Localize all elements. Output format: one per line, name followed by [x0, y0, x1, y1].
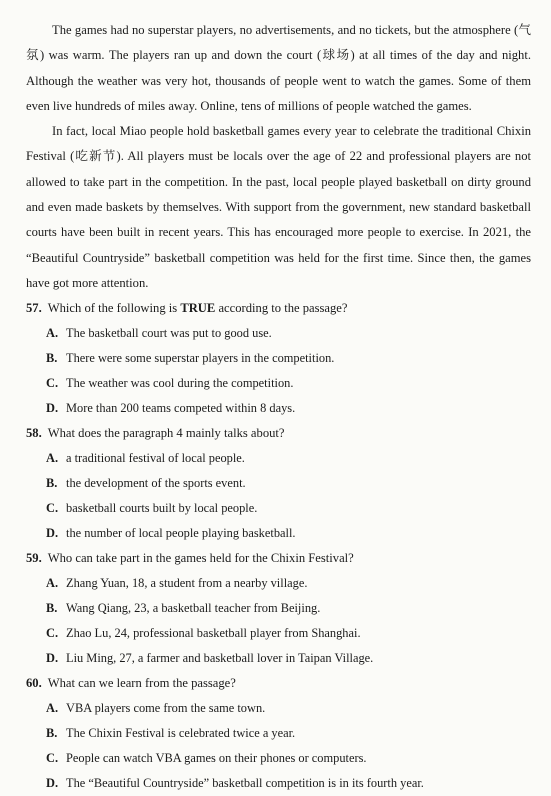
question-text-post: according to the passage? [215, 301, 348, 316]
option-57-a: A. The basketball court was put to good use. [46, 326, 272, 341]
option-59-b: B. Wang Qiang, 23, a basketball teacher from Beijing. [46, 601, 321, 616]
option-58-d: D. the number of local people playing basketball. [46, 526, 296, 541]
passage-paragraph-3: The games had no superstar players, no advertisements, and no tickets, but the atmosphere (气氛) was warm. The players ran up and down the court (球场) at all times of the day and night. Although the weather was very hot, thousands of people went to watch the games. Some of them even live hundreds of miles away. Online, tens of millions of people watched the games. [26, 23, 531, 113]
question-number: 57. [26, 301, 42, 316]
option-60-c: C. People can watch VBA games on their phones or computers. [46, 751, 367, 766]
question-59 [26, 546, 531, 571]
option-59-d: D. Liu Ming, 27, a farmer and basketball lover in Taipan Village. [46, 651, 374, 666]
question-text: What can we learn from the passage? [47, 676, 236, 691]
option-58-a: A. a traditional festival of local people. [46, 451, 245, 466]
question-60 [26, 671, 531, 696]
question-text: What does the paragraph 4 mainly talks about? [47, 426, 285, 441]
option-58-b: B. the development of the sports event. [46, 476, 246, 491]
question-text-pre: Which of the following is [47, 301, 181, 316]
option-60-d: D. The “Beautiful Countryside” basketball competition is in its fourth year. [46, 776, 424, 791]
option-57-b: B. There were some superstar players in the competition. [46, 351, 335, 366]
question-number: 58. [26, 426, 42, 441]
question-58 [26, 421, 531, 446]
option-59-c: C. Zhao Lu, 24, professional basketball player from Shanghai. [46, 626, 361, 641]
option-57-d: D. More than 200 teams competed within 8 days. [46, 401, 296, 416]
question-57 [26, 296, 531, 321]
passage-paragraph-4: In fact, local Miao people hold basketball games every year to celebrate the traditional Chixin Festival (吃新节). All players must be locals over the age of 22 and professional players are not allowed to take part in the competition. In the past, local people played basketball on dirty ground and even made baskets by themselves. With support from the government, new standard basketball courts have been built in recent years. This has encouraged more people to exercise. In 2021, the “Beautiful Countryside” basketball competition was held for the first time. Since then, the games have got more attention. [26, 124, 531, 290]
option-60-a: A. VBA players come from the same town. [46, 701, 266, 716]
question-emphasis: TRUE [180, 301, 216, 316]
question-number: 59. [26, 551, 42, 566]
option-59-a: A. Zhang Yuan, 18, a student from a nearby village. [46, 576, 308, 591]
question-number: 60. [26, 676, 42, 691]
option-60-b: B. The Chixin Festival is celebrated twice a year. [46, 726, 296, 741]
option-57-c: C. The weather was cool during the competition. [46, 376, 294, 391]
question-text: Who can take part in the games held for the Chixin Festival? [47, 551, 354, 566]
option-58-c: C. basketball courts built by local people. [46, 501, 258, 516]
